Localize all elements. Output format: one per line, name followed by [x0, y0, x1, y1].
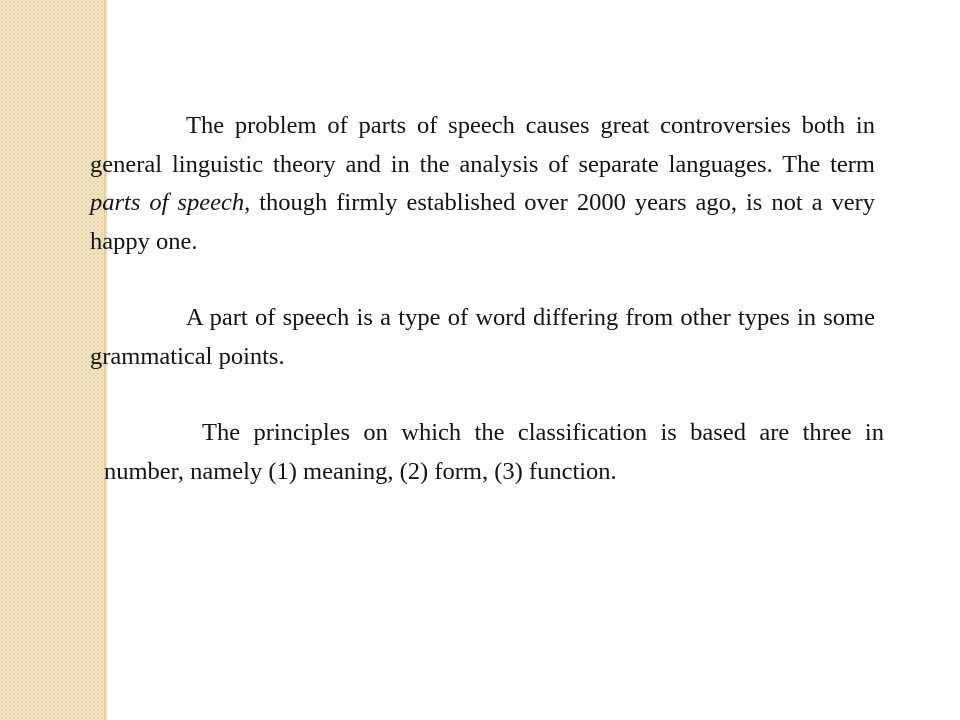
- paragraph2-text: A part of speech is a type of word differing from other types in some grammatical points.: [90, 304, 875, 370]
- term-parts-of-speech: parts of speech: [90, 189, 245, 216]
- paragraph3-text: The principles on which the classification is based are three in number, namely (1) meaning, (2) form, (3) function.: [104, 419, 884, 485]
- paragraph-classification-principles: [104, 414, 884, 491]
- paragraph-part-of-speech-definition: [90, 299, 875, 376]
- paragraph1-text-start: The problem of parts of speech causes great controversies both in general linguistic theory and in the analysis of separate languages. The term: [90, 112, 875, 178]
- paragraph-parts-of-speech-problem: [90, 107, 875, 261]
- decorative-side-band: [0, 0, 104, 720]
- paragraph1-text-end: , though firmly established over 2000 years ago, is not a very happy one.: [90, 189, 876, 255]
